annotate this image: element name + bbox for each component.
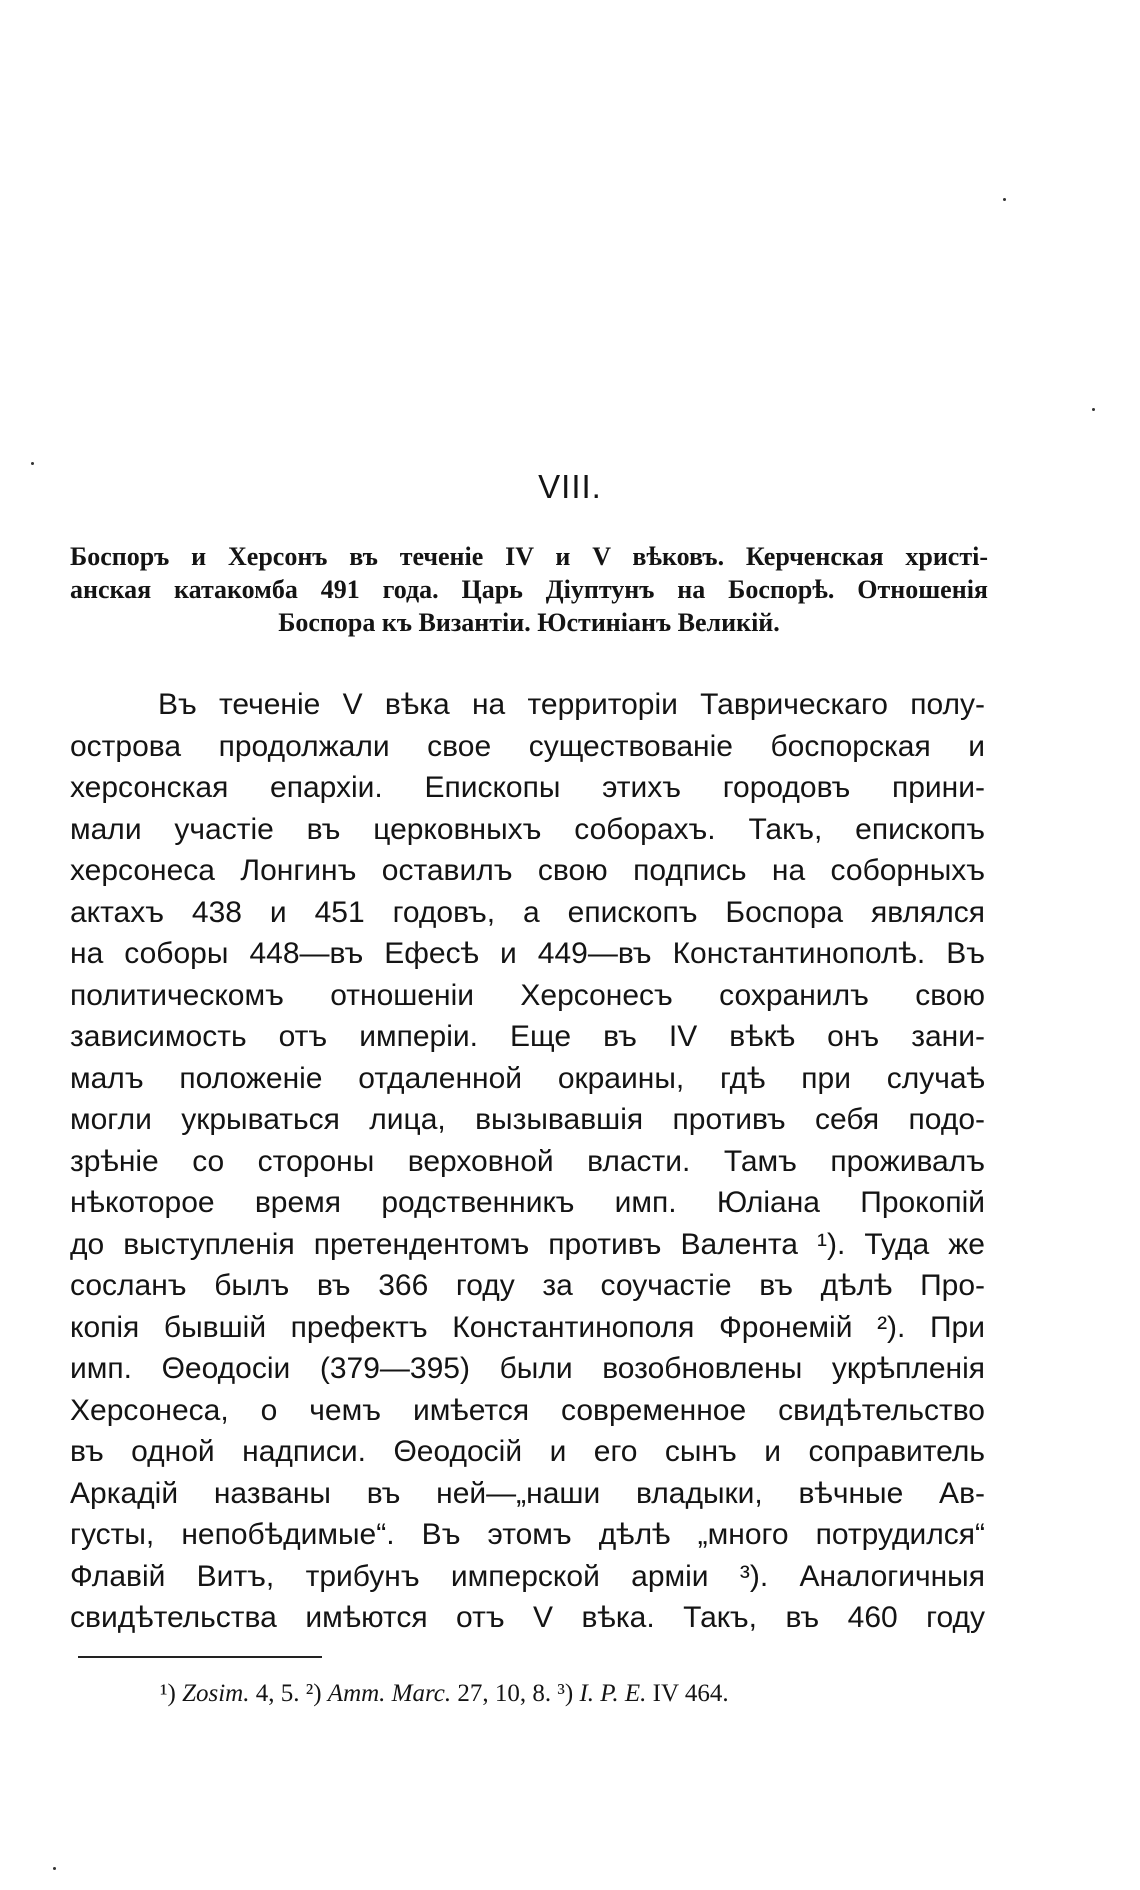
footnote-ref: 4, 5. <box>255 1680 300 1707</box>
scan-speck <box>31 462 34 465</box>
chapter-title <box>70 540 988 639</box>
text-line: херсонская епархіи. Епископы этихъ городовъ прини- <box>70 771 985 804</box>
text-line: зависимость отъ имперіи. Еще въ IV вѣкѣ онъ зани- <box>70 1020 985 1053</box>
text-line: могли укрываться лица, вызывавшія противъ себя подо- <box>70 1103 985 1136</box>
text-line: острова продолжали свое существованіе боспорская и <box>70 729 985 763</box>
body-paragraph <box>70 684 985 1639</box>
text-line: мали участіе въ церковныхъ соборахъ. Такъ, епископъ <box>70 812 985 846</box>
footnote-divider <box>78 1656 322 1658</box>
text-line: актахъ 438 и 451 годовъ, а епископъ Боспора являлся <box>70 895 985 929</box>
text-line: Въ теченіе V вѣка на территоріи Таврическаго полу- <box>158 688 985 721</box>
footnote-ref: IV 464. <box>652 1680 729 1707</box>
text-line: свидѣтельства имѣются отъ V вѣка. Такъ, въ 460 году <box>70 1601 985 1634</box>
text-line: до выступленія претендентомъ противъ Валента ¹). Туда же <box>70 1227 985 1261</box>
chapter-number: VIII. <box>538 468 602 505</box>
text-line: Херсонеса, о чемъ имѣется современное свидѣтельство <box>70 1393 985 1427</box>
scan-speck <box>53 1867 56 1870</box>
text-line: Аркадій названы въ ней—„наши владыки, вѣчные Ав- <box>70 1476 985 1510</box>
text-line: густы, непобѣдимые“. Въ этомъ дѣлѣ „много потрудился“ <box>70 1518 985 1551</box>
footnote-source: Zosim. <box>182 1680 250 1707</box>
text-line: нѣкоторое время родственникъ имп. Юліана Прокопій <box>70 1186 985 1219</box>
text-line: зрѣніе со стороны верховной власти. Тамъ проживалъ <box>70 1144 985 1178</box>
scan-speck <box>1003 198 1006 201</box>
chapter-title-line: анская катакомба 491 года. Царь Діуптунъ на Боспорѣ. Отношенія <box>70 575 988 604</box>
footnote-mark: ¹) <box>160 1680 176 1707</box>
text-line: сосланъ былъ въ 366 году за соучастіе въ дѣлѣ Про- <box>70 1269 985 1302</box>
scan-speck <box>1092 408 1095 411</box>
text-line: на соборы 448—въ Ефесѣ и 449—въ Константинополѣ. Въ <box>70 937 985 970</box>
text-line: въ одной надписи. Θеодосій и его сынъ и соправитель <box>70 1435 985 1468</box>
chapter-title-line: Боспора къ Византіи. Юстиніанъ Великій. <box>278 608 780 637</box>
chapter-title-line: Боспоръ и Херсонъ въ теченіе IV и V вѣковъ. Керченская христі- <box>70 542 988 571</box>
text-line: херсонеса Лонгинъ оставилъ свою подпись на соборныхъ <box>70 854 985 887</box>
footnote-ref: 27, 10, 8. <box>457 1680 552 1707</box>
footnotes <box>160 1680 960 1708</box>
text-line: имп. Θеодосіи (379—395) были возобновлены укрѣпленія <box>70 1352 985 1385</box>
text-line: политическомъ отношеніи Херсонесъ сохранилъ свою <box>70 978 985 1012</box>
footnote-source: Amm. Marc. <box>327 1680 452 1707</box>
text-line: копія бывшій префектъ Константинополя Фронемій ²). При <box>70 1310 985 1344</box>
footnote-mark: ²) <box>305 1680 322 1707</box>
text-line: малъ положеніе отдаленной окраины, гдѣ при случаѣ <box>70 1061 985 1095</box>
footnote-source: I. P. E. <box>579 1680 647 1707</box>
text-line: Флавій Витъ, трибунъ имперской арміи ³). Аналогичныя <box>70 1559 985 1593</box>
footnote-mark: ³) <box>557 1680 574 1707</box>
